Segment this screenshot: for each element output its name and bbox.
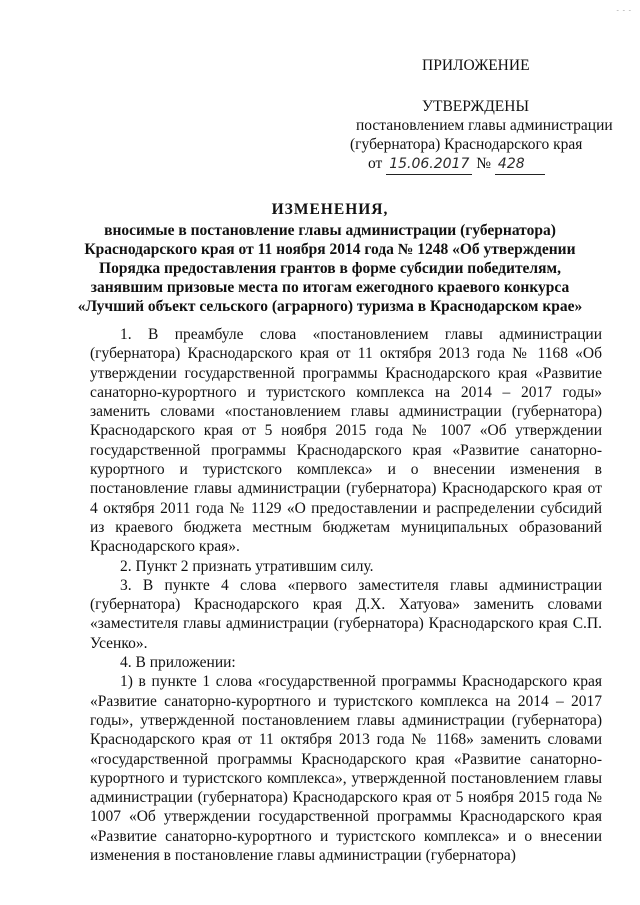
approval-line-1: постановлением главы администрации — [356, 117, 613, 134]
handwritten-number: 428 — [495, 155, 545, 175]
date-number-row — [330, 154, 590, 175]
appendix-label: ПРИЛОЖЕНИЕ — [422, 57, 530, 74]
paragraph-1: 1. В преамбуле слова «постановлением главы администрации (губернатора) Краснодарского края от 11 октября 2013 года № 1168 «Об утверждении государственной программы Краснодарского края «Развитие санаторно-курортного и туристского комплекса на 2014 – 2017 годы» заменить словами «постановлением главы администрации (губернатора) Краснодарского края от 5 ноября 2015 года № 1007 «Об утверждении государственной программы Краснодарского края «Развитие санаторно-курортного и туристского комплекса» и о внесении изменения в постановление главы администрации (губернатора) Краснодарского края от 4 октября 2011 года № 1129 «О предоставлении и распределении субсидий из краевого бюджета местным бюджетам муниципальных образований Краснодарского края». — [90, 326, 602, 556]
handwritten-date: 15.06.2017 — [386, 155, 472, 175]
paragraph-3: 3. В пункте 4 слова «первого заместителя главы администрации (губернатора) Краснодарского края Д.Х. Хатуова» заменить словами «заместителя главы администрации (губернатора) Краснодарского края С.П. Усенко». — [90, 576, 602, 652]
corner-mark: - - - — [616, 6, 632, 14]
number-prefix: № — [476, 155, 492, 172]
paragraph-2: 2. Пункт 2 признать утратившим силу. — [120, 557, 374, 575]
approval-block — [330, 56, 613, 175]
title-line-5: «Лучший объект сельского (аграрного) туризма в Краснодарском крае» — [77, 298, 583, 315]
title-line-2: Краснодарского края от 11 ноября 2014 года № 1248 «Об утверждении — [84, 241, 576, 258]
title-line-3: Порядка предоставления грантов в форме субсидии победителям, — [99, 260, 561, 277]
approved-label: УТВЕРЖДЕНЫ — [422, 98, 529, 115]
paragraph-4: 4. В приложении: — [120, 654, 236, 672]
document-title — [70, 200, 590, 316]
document-body — [90, 325, 602, 865]
title-line-1: вносимые в постановление главы администрации (губернатора) — [104, 222, 556, 239]
title-main: ИЗМЕНЕНИЯ, — [271, 201, 389, 218]
title-line-4: занявшим призовые места по итогам ежегодного краевого конкурса — [90, 279, 570, 296]
approval-line-2: (губернатора) Краснодарского края — [350, 136, 583, 153]
date-prefix: от — [368, 155, 383, 172]
paragraph-5: 1) в пункте 1 слова «государственной программы Краснодарского края «Развитие санаторно-курортного и туристского комплекса на 2014 – 2017 годы», утвержденной постановлением главы администрации (губернатора) Краснодарского края от 11 октября 2013 года № 1168» заменить словами «государственной программы Краснодарского края «Развитие санаторно-курортного и туристского комплекса», утвержденной постановлением главы администрации (губернатора) Краснодарского края от 5 ноября 2015 года № 1007 «Об утверждении государственной программы Краснодарского края «Развитие санаторно-курортного и туристского комплекса» и о внесении изменения в постановление главы администрации (губернатора) — [90, 673, 602, 865]
